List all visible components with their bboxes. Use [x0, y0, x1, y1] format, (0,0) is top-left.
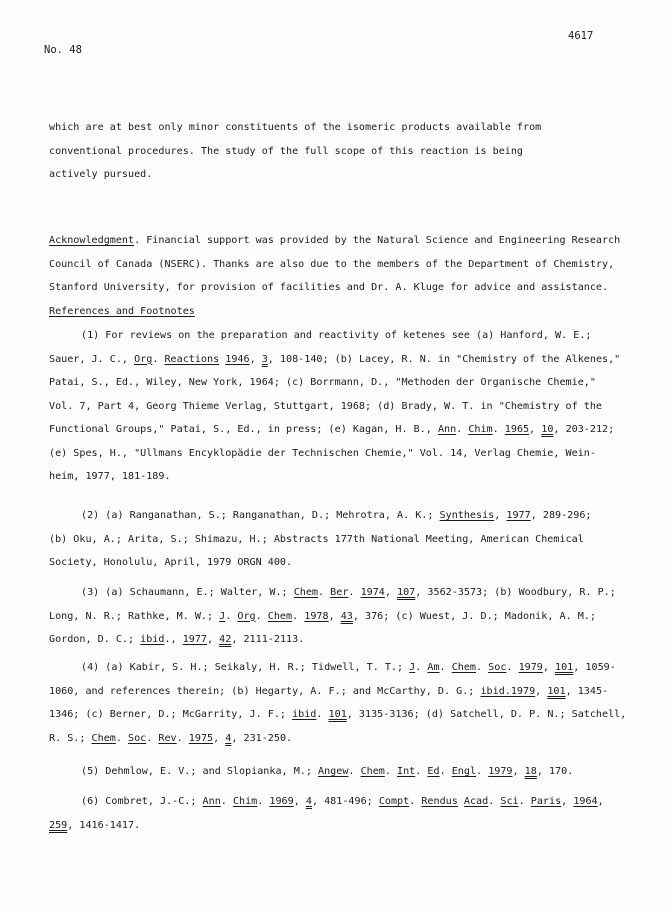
reference-3 — [49, 581, 629, 652]
reference-line: 1346; (c) Berner, D.; McGarrity, J. F.; ibid. 101, 3135-3136; (d) Satchell, D. P. N.; Satchell, — [49, 709, 627, 720]
reference-line: (2) (a) Ranganathan, S.; Ranganathan, D.; Mehrotra, A. K.; Synthesis, 1977, 289-296; — [81, 510, 592, 521]
reference-line: (6) Combret, J.-C.; Ann. Chim. 1969, 4, 481-496; Compt. Rendus Acad. Sci. Paris, 1964, — [81, 796, 604, 807]
reference-line: Vol. 7, Part 4, Georg Thieme Verlag, Stuttgart, 1968; (d) Brady, W. T. in "Chemistry of the — [49, 400, 603, 412]
reference-line: Sauer, J. C., Org. Reactions 1946, 3, 108-140; (b) Lacey, R. N. in "Chemistry of the Alkenes," — [49, 353, 621, 365]
reference-line: Society, Honolulu, April, 1979 ORGN 400. — [49, 557, 293, 568]
intro-paragraph — [49, 116, 629, 187]
reference-line: Functional Groups," Patai, S., Ed., in press; (e) Kagan, H. B., Ann. Chim. 1965, 10, 203-212; — [49, 424, 615, 435]
reference-line: Patai, S., Ed., Wiley, New York, 1964; (c) Borrmann, D., "Methoden der Organische Chemie," — [49, 377, 596, 388]
reference-line: 1060, and references therein; (b) Hegarty, A. F.; and McCarthy, D. G.; ibid.1979, 101, 1345- — [49, 685, 609, 697]
intro-line: actively pursued. — [49, 169, 153, 180]
acknowledgment-line: Council of Canada (NSERC). Thanks are also due to the members of the Department of Chemistry, — [49, 258, 615, 270]
reference-line: heim, 1977, 181-189. — [49, 471, 171, 482]
reference-line: (4) (a) Kabir, S. H.; Seikaly, H. R.; Tidwell, T. T.; J. Am. Chem. Soc. 1979, 101, 1059- — [81, 662, 616, 673]
references-heading: References and Footnotes — [49, 306, 195, 317]
reference-line: (e) Spes, H., "Ullmans Encyklopädie der Technischen Chemie," Vol. 14, Verlag Chemie, Wein- — [49, 447, 596, 459]
acknowledgment-heading: Acknowledgment — [49, 235, 135, 246]
reference-5 — [49, 760, 629, 784]
issue-number: No. 48 — [44, 44, 82, 56]
reference-line: Long, N. R.; Rathke, M. W.; J. Org. Chem. 1978, 43, 376; (c) Wuest, J. D.; Madonik, A. M.; — [49, 610, 596, 622]
reference-line: (5) Dehmlow, E. V.; and Slopianka, M.; Angew. Chem. Int. Ed. Engl. 1979, 18, 170. — [81, 766, 574, 777]
reference-line: (b) Oku, A.; Arita, S.; Shimazu, H.; Abstracts 177th National Meeting, American Chemical — [49, 533, 584, 545]
reference-6 — [49, 790, 629, 837]
acknowledgment-paragraph — [49, 229, 629, 300]
intro-line: which are at best only minor constituents of the isomeric products available from — [49, 122, 542, 133]
acknowledgment-line: Acknowledgment. Financial support was provided by the Natural Science and Engineering Research — [49, 235, 621, 246]
reference-line: 259, 1416-1417. — [49, 819, 141, 831]
reference-line: (3) (a) Schaumann, E.; Walter, W.; Chem. Ber. 1974, 107, 3562-3573; (b) Woodbury, R. P.; — [81, 587, 616, 598]
intro-line: conventional procedures. The study of the full scope of this reaction is being — [49, 145, 524, 157]
reference-line: Gordon, D. C.; ibid., 1977, 42, 2111-2113. — [49, 634, 305, 645]
acknowledgment-line: Stanford University, for provision of facilities and Dr. A. Kluge for advice and assistance. — [49, 282, 609, 293]
reference-line: R. S.; Chem. Soc. Rev. 1975, 4, 231-250. — [49, 732, 293, 744]
page-number: 4617 — [568, 30, 594, 42]
reference-4 — [49, 656, 629, 750]
reference-line: (1) For reviews on the preparation and reactivity of ketenes see (a) Hanford, W. E.; — [81, 330, 592, 341]
reference-2 — [49, 504, 629, 575]
reference-1 — [49, 324, 629, 489]
